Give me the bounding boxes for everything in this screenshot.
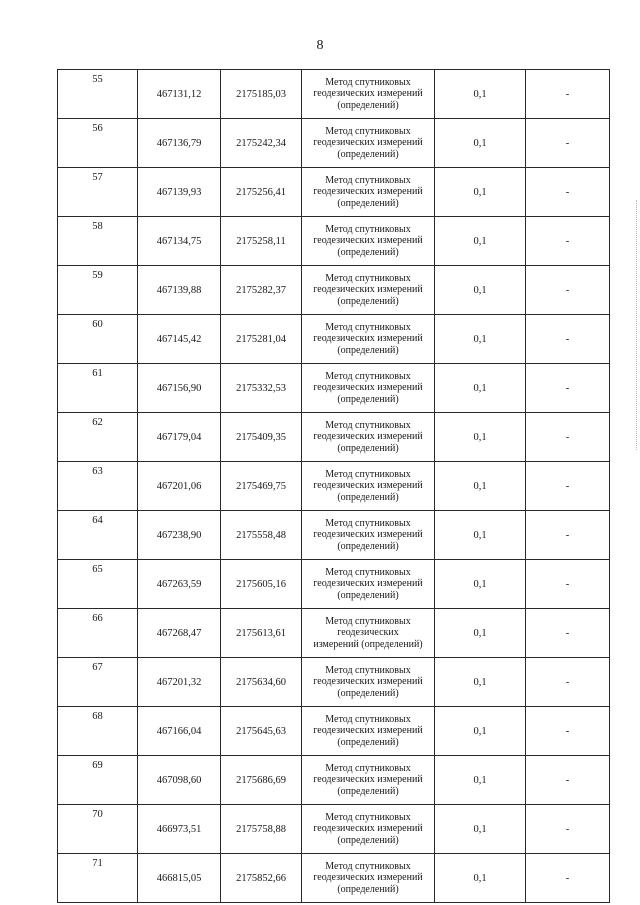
x-coordinate-cell: 467201,32 — [138, 658, 221, 707]
y-coordinate-cell: 2175613,61 — [221, 609, 302, 658]
x-coordinate-cell: 467263,59 — [138, 560, 221, 609]
method-line: (определений) — [337, 197, 399, 209]
point-number-cell: 69 — [58, 756, 138, 805]
point-number-cell: 58 — [58, 217, 138, 266]
x-coordinate-cell: 467134,75 — [138, 217, 221, 266]
accuracy-cell: 0,1 — [435, 364, 526, 413]
note-cell: - — [526, 119, 610, 168]
y-coordinate-cell: 2175558,48 — [221, 511, 302, 560]
x-coordinate-cell: 467179,04 — [138, 413, 221, 462]
point-number-cell: 56 — [58, 119, 138, 168]
table-row — [58, 217, 610, 266]
method-line: геодезических измерений — [313, 284, 423, 296]
note-cell: - — [526, 413, 610, 462]
accuracy-cell: 0,1 — [435, 266, 526, 315]
method-line: (определений) — [337, 491, 399, 503]
x-coordinate-cell: 467139,88 — [138, 266, 221, 315]
method-cell — [302, 119, 435, 168]
method-line: Метод спутниковых — [325, 517, 411, 529]
accuracy-cell: 0,1 — [435, 119, 526, 168]
method-cell — [302, 805, 435, 854]
page-edge-mark — [635, 200, 637, 450]
y-coordinate-cell: 2175852,66 — [221, 854, 302, 903]
x-coordinate-cell: 467166,04 — [138, 707, 221, 756]
method-cell — [302, 364, 435, 413]
method-line: Метод спутниковых — [325, 664, 411, 676]
accuracy-cell: 0,1 — [435, 658, 526, 707]
accuracy-cell: 0,1 — [435, 217, 526, 266]
method-cell — [302, 315, 435, 364]
note-cell: - — [526, 560, 610, 609]
method-cell — [302, 168, 435, 217]
method-line: геодезических измерений — [313, 88, 423, 100]
point-number-cell: 59 — [58, 266, 138, 315]
method-line: измерений (определений) — [313, 638, 423, 650]
x-coordinate-cell: 467136,79 — [138, 119, 221, 168]
method-line: Метод спутниковых — [325, 76, 411, 88]
method-line: Метод спутниковых — [325, 468, 411, 480]
table-row — [58, 854, 610, 903]
point-number-cell: 57 — [58, 168, 138, 217]
method-line: геодезических измерений — [313, 137, 423, 149]
table-row — [58, 756, 610, 805]
method-line: (определений) — [337, 883, 399, 895]
method-line: геодезических измерений — [313, 186, 423, 198]
method-line: (определений) — [337, 295, 399, 307]
method-line: Метод спутниковых — [325, 125, 411, 137]
table-row — [58, 168, 610, 217]
y-coordinate-cell: 2175281,04 — [221, 315, 302, 364]
table-row — [58, 560, 610, 609]
method-line: Метод спутниковых — [325, 811, 411, 823]
accuracy-cell: 0,1 — [435, 462, 526, 511]
method-cell — [302, 462, 435, 511]
x-coordinate-cell: 467145,42 — [138, 315, 221, 364]
point-number-cell: 67 — [58, 658, 138, 707]
y-coordinate-cell: 2175258,11 — [221, 217, 302, 266]
method-line: Метод спутниковых — [325, 762, 411, 774]
method-cell — [302, 70, 435, 119]
point-number-cell: 62 — [58, 413, 138, 462]
accuracy-cell: 0,1 — [435, 805, 526, 854]
method-line: геодезических измерений — [313, 676, 423, 688]
method-cell — [302, 511, 435, 560]
method-line: (определений) — [337, 99, 399, 111]
accuracy-cell: 0,1 — [435, 315, 526, 364]
note-cell: - — [526, 756, 610, 805]
note-cell: - — [526, 609, 610, 658]
point-number-cell: 65 — [58, 560, 138, 609]
method-cell — [302, 609, 435, 658]
method-cell — [302, 756, 435, 805]
method-line: (определений) — [337, 834, 399, 846]
method-line: геодезических измерений — [313, 382, 423, 394]
accuracy-cell: 0,1 — [435, 168, 526, 217]
accuracy-cell: 0,1 — [435, 413, 526, 462]
x-coordinate-cell: 467156,90 — [138, 364, 221, 413]
point-number-cell: 60 — [58, 315, 138, 364]
y-coordinate-cell: 2175409,35 — [221, 413, 302, 462]
method-line: Метод спутниковых — [325, 223, 411, 235]
y-coordinate-cell: 2175282,37 — [221, 266, 302, 315]
accuracy-cell: 0,1 — [435, 511, 526, 560]
method-line: Метод спутниковых — [325, 321, 411, 333]
y-coordinate-cell: 2175645,63 — [221, 707, 302, 756]
method-line: геодезических измерений — [313, 578, 423, 590]
method-line: (определений) — [337, 442, 399, 454]
method-line: (определений) — [337, 148, 399, 160]
accuracy-cell: 0,1 — [435, 70, 526, 119]
y-coordinate-cell: 2175256,41 — [221, 168, 302, 217]
note-cell: - — [526, 707, 610, 756]
table-row — [58, 266, 610, 315]
note-cell: - — [526, 70, 610, 119]
x-coordinate-cell: 467131,12 — [138, 70, 221, 119]
x-coordinate-cell: 466973,51 — [138, 805, 221, 854]
table-row — [58, 413, 610, 462]
x-coordinate-cell: 467139,93 — [138, 168, 221, 217]
method-line: (определений) — [337, 344, 399, 356]
note-cell: - — [526, 854, 610, 903]
method-line: геодезических измерений — [313, 872, 423, 884]
table-row — [58, 658, 610, 707]
accuracy-cell: 0,1 — [435, 756, 526, 805]
y-coordinate-cell: 2175758,88 — [221, 805, 302, 854]
note-cell: - — [526, 168, 610, 217]
method-line: геодезических измерений — [313, 823, 423, 835]
point-number-cell: 63 — [58, 462, 138, 511]
point-number-cell: 64 — [58, 511, 138, 560]
point-number-cell: 55 — [58, 70, 138, 119]
method-line: (определений) — [337, 246, 399, 258]
point-number-cell: 70 — [58, 805, 138, 854]
method-line: геодезических измерений — [313, 774, 423, 786]
table-row — [58, 609, 610, 658]
accuracy-cell: 0,1 — [435, 560, 526, 609]
table-row — [58, 805, 610, 854]
method-cell — [302, 266, 435, 315]
method-line: (определений) — [337, 393, 399, 405]
table-row — [58, 70, 610, 119]
method-line: Метод спутниковых — [325, 419, 411, 431]
method-line: Метод спутниковых — [325, 566, 411, 578]
method-cell — [302, 707, 435, 756]
method-line: геодезических измерений — [313, 431, 423, 443]
x-coordinate-cell: 467201,06 — [138, 462, 221, 511]
x-coordinate-cell: 466815,05 — [138, 854, 221, 903]
method-line: геодезических измерений — [313, 235, 423, 247]
table-row — [58, 315, 610, 364]
note-cell: - — [526, 511, 610, 560]
y-coordinate-cell: 2175332,53 — [221, 364, 302, 413]
point-number-cell: 61 — [58, 364, 138, 413]
note-cell: - — [526, 217, 610, 266]
method-line: Метод спутниковых — [325, 615, 411, 627]
method-line: геодезических измерений — [313, 725, 423, 737]
method-line: (определений) — [337, 785, 399, 797]
table-row — [58, 462, 610, 511]
method-line: Метод спутниковых — [325, 860, 411, 872]
table-row — [58, 364, 610, 413]
method-line: геодезических измерений — [313, 529, 423, 541]
method-line: Метод спутниковых — [325, 713, 411, 725]
note-cell: - — [526, 462, 610, 511]
y-coordinate-cell: 2175634,60 — [221, 658, 302, 707]
coordinates-table — [57, 69, 610, 903]
method-cell — [302, 413, 435, 462]
accuracy-cell: 0,1 — [435, 854, 526, 903]
method-line: Метод спутниковых — [325, 370, 411, 382]
method-cell — [302, 854, 435, 903]
y-coordinate-cell: 2175242,34 — [221, 119, 302, 168]
x-coordinate-cell: 467268,47 — [138, 609, 221, 658]
point-number-cell: 68 — [58, 707, 138, 756]
method-line: (определений) — [337, 540, 399, 552]
point-number-cell: 71 — [58, 854, 138, 903]
note-cell: - — [526, 364, 610, 413]
method-line: геодезических измерений — [313, 333, 423, 345]
x-coordinate-cell: 467238,90 — [138, 511, 221, 560]
y-coordinate-cell: 2175469,75 — [221, 462, 302, 511]
method-line: геодезических измерений — [313, 480, 423, 492]
y-coordinate-cell: 2175185,03 — [221, 70, 302, 119]
y-coordinate-cell: 2175686,69 — [221, 756, 302, 805]
x-coordinate-cell: 467098,60 — [138, 756, 221, 805]
page-number: 8 — [316, 38, 324, 53]
table-row — [58, 707, 610, 756]
y-coordinate-cell: 2175605,16 — [221, 560, 302, 609]
method-line: (определений) — [337, 687, 399, 699]
method-line: (определений) — [337, 736, 399, 748]
table-row — [58, 119, 610, 168]
accuracy-cell: 0,1 — [435, 707, 526, 756]
table-row — [58, 511, 610, 560]
method-cell — [302, 560, 435, 609]
point-number-cell: 66 — [58, 609, 138, 658]
note-cell: - — [526, 805, 610, 854]
method-line: Метод спутниковых — [325, 174, 411, 186]
method-cell — [302, 658, 435, 707]
method-line: Метод спутниковых — [325, 272, 411, 284]
accuracy-cell: 0,1 — [435, 609, 526, 658]
method-line: (определений) — [337, 589, 399, 601]
note-cell: - — [526, 266, 610, 315]
method-cell — [302, 217, 435, 266]
method-line: геодезических — [337, 627, 399, 639]
coordinates-table-body — [58, 70, 610, 903]
note-cell: - — [526, 315, 610, 364]
note-cell: - — [526, 658, 610, 707]
